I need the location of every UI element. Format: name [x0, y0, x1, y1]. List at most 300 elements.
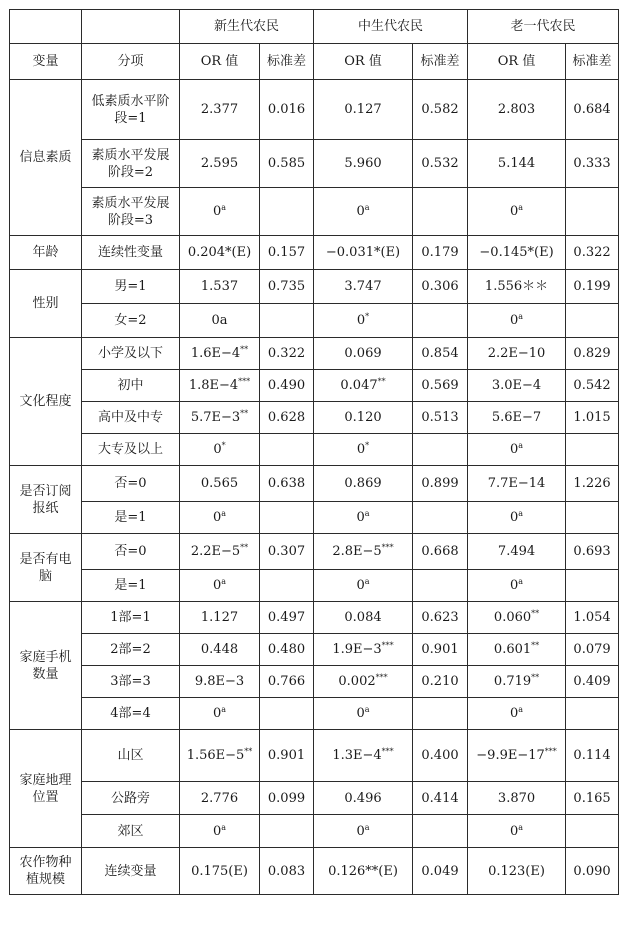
variable-cell: 年龄 — [10, 236, 82, 270]
cell-value: 0.854 — [421, 346, 459, 361]
or-value-cell — [180, 730, 260, 782]
item-cell: 2部=2 — [82, 634, 180, 666]
se-value-cell — [260, 730, 314, 782]
group-header-row — [10, 10, 619, 44]
significance-marker: *(E) — [374, 245, 401, 260]
se-value-cell — [260, 402, 314, 434]
item-cell: 是=1 — [82, 502, 180, 534]
se-value-cell — [413, 730, 468, 782]
or-value-cell — [314, 730, 413, 782]
cell-value: 0.829 — [573, 346, 611, 361]
or-value-cell — [468, 502, 566, 534]
or-value-cell — [180, 370, 260, 402]
se-value-cell — [260, 570, 314, 602]
or-value-cell — [314, 602, 413, 634]
or-value-cell — [180, 466, 260, 502]
cell-value: 1.537 — [200, 279, 239, 294]
significance-marker: a — [518, 509, 524, 518]
significance-marker: * — [221, 441, 226, 450]
se-value-cell — [566, 666, 619, 698]
se-value-cell — [566, 188, 619, 236]
significance-marker: ** — [531, 609, 540, 618]
cell-value: 0.175(E) — [191, 863, 248, 879]
cell-value: 9.8E−3 — [194, 674, 245, 689]
cell-value: 0.601 — [493, 642, 532, 657]
cell-value: 0.179 — [421, 245, 459, 260]
se-value-cell — [413, 80, 468, 140]
se-value-cell — [566, 634, 619, 666]
significance-marker: a — [364, 577, 370, 586]
variable-cell: 家庭手机数量 — [10, 602, 82, 730]
or-value-cell — [468, 236, 566, 270]
cell-value: 0.899 — [421, 476, 459, 491]
cell-value: 0 — [212, 510, 222, 525]
cell-value: 0 — [212, 706, 222, 721]
cell-value: 0.210 — [421, 674, 459, 689]
header-or: OR 值 — [468, 44, 566, 80]
significance-marker: *(E) — [225, 245, 252, 260]
significance-marker: ** — [240, 543, 249, 552]
cell-value: 0.623 — [421, 610, 459, 625]
cell-value: 0.047 — [340, 378, 378, 393]
significance-marker: *(E) — [527, 245, 554, 260]
se-value-cell — [260, 236, 314, 270]
se-value-cell — [260, 338, 314, 370]
table-row — [10, 534, 619, 570]
se-value-cell — [413, 402, 468, 434]
cell-value: 3.870 — [497, 790, 536, 806]
cell-value: 0.016 — [267, 102, 306, 117]
table-row — [10, 815, 619, 848]
item-cell: 初中 — [82, 370, 180, 402]
or-value-cell — [180, 782, 260, 815]
significance-marker: a — [221, 705, 227, 714]
or-value-cell — [314, 502, 413, 534]
significance-marker: a — [221, 203, 227, 212]
or-value-cell — [468, 698, 566, 730]
table-row — [10, 466, 619, 502]
item-cell: 3部=3 — [82, 666, 180, 698]
se-value-cell — [413, 140, 468, 188]
cell-value: 7.7E−14 — [487, 476, 546, 491]
significance-marker: *** — [238, 377, 251, 386]
header-variable: 变量 — [10, 44, 82, 80]
se-value-cell — [566, 698, 619, 730]
cell-value: 0.565 — [200, 476, 239, 491]
cell-value: 0.668 — [421, 544, 459, 559]
se-value-cell — [413, 188, 468, 236]
cell-value: 0 — [356, 823, 365, 839]
se-value-cell — [566, 466, 619, 502]
table-row — [10, 602, 619, 634]
se-value-cell — [566, 338, 619, 370]
table-row — [10, 80, 619, 140]
cell-value: 0.123(E) — [488, 863, 545, 879]
or-value-cell — [180, 338, 260, 370]
table-row — [10, 370, 619, 402]
cell-value: 0.120 — [344, 410, 382, 425]
item-cell: 低素质水平阶段=1 — [82, 80, 180, 140]
se-value-cell — [260, 370, 314, 402]
cell-value: 0 — [356, 442, 366, 457]
cell-value: 0 — [212, 823, 222, 839]
cell-value: 0.638 — [267, 476, 306, 491]
cell-value: 0.400 — [421, 748, 459, 763]
or-value-cell — [314, 534, 413, 570]
significance-marker: a — [518, 441, 524, 450]
se-value-cell — [566, 815, 619, 848]
se-value-cell — [566, 270, 619, 304]
cell-value: 0 — [510, 706, 519, 721]
se-value-cell — [413, 634, 468, 666]
se-value-cell — [260, 782, 314, 815]
significance-marker: ** — [531, 673, 540, 682]
or-value-cell — [180, 434, 260, 466]
item-cell: 公路旁 — [82, 782, 180, 815]
se-value-cell — [260, 698, 314, 730]
se-value-cell — [413, 815, 468, 848]
cell-value: 0.099 — [267, 790, 306, 806]
se-value-cell — [413, 434, 468, 466]
cell-value: 0.204 — [187, 245, 226, 260]
se-value-cell — [413, 666, 468, 698]
header-se: 标准差 — [413, 44, 468, 80]
cell-value: 0.569 — [421, 378, 459, 393]
cell-value: 0.628 — [267, 410, 306, 425]
cell-value: 0.582 — [421, 102, 459, 117]
significance-marker: *** — [544, 747, 557, 756]
cell-value: 0.199 — [573, 279, 611, 294]
item-cell: 大专及以上 — [82, 434, 180, 466]
or-value-cell — [314, 370, 413, 402]
or-value-cell — [180, 570, 260, 602]
significance-marker: a — [221, 822, 227, 832]
cell-value: 0.049 — [421, 863, 459, 879]
or-value-cell — [180, 534, 260, 570]
item-cell: 否=0 — [82, 466, 180, 502]
table-body — [10, 10, 619, 895]
cell-value: 0.766 — [267, 674, 306, 689]
cell-value: 5.6E−7 — [491, 410, 542, 425]
cell-value: 0 — [356, 204, 365, 219]
or-value-cell — [468, 466, 566, 502]
or-value-cell — [314, 338, 413, 370]
significance-marker: a — [518, 705, 524, 714]
cell-value: 0.114 — [573, 748, 611, 763]
cell-value: 0.480 — [267, 642, 306, 657]
or-value-cell — [314, 188, 413, 236]
cell-value: 0.901 — [267, 748, 306, 763]
cell-value: 1.9E−3 — [332, 642, 382, 657]
or-value-cell — [468, 338, 566, 370]
or-value-cell — [468, 666, 566, 698]
se-value-cell — [413, 370, 468, 402]
significance-marker: *** — [381, 543, 394, 552]
se-value-cell — [260, 502, 314, 534]
header-or: OR 值 — [180, 44, 260, 80]
significance-marker: ** — [377, 377, 386, 386]
variable-cell: 信息素质 — [10, 80, 82, 236]
or-value-cell — [314, 815, 413, 848]
se-value-cell — [413, 466, 468, 502]
item-cell: 素质水平发展阶段=3 — [82, 188, 180, 236]
cell-value: 0.735 — [267, 279, 306, 294]
cell-value: 0 — [213, 442, 222, 457]
or-value-cell — [180, 634, 260, 666]
se-value-cell — [413, 782, 468, 815]
cell-value: 3.747 — [344, 279, 382, 294]
table-row — [10, 236, 619, 270]
or-value-cell — [468, 602, 566, 634]
table-row — [10, 570, 619, 602]
or-value-cell — [180, 815, 260, 848]
cell-value: 0.322 — [267, 346, 306, 361]
item-cell: 是=1 — [82, 570, 180, 602]
or-value-cell — [180, 270, 260, 304]
cell-value: 0 — [212, 204, 222, 219]
significance-marker: ** — [244, 747, 253, 756]
table-row — [10, 188, 619, 236]
or-value-cell — [314, 782, 413, 815]
table-row — [10, 434, 619, 466]
or-value-cell — [314, 236, 413, 270]
se-value-cell — [413, 570, 468, 602]
table-row — [10, 698, 619, 730]
or-value-cell — [180, 502, 260, 534]
cell-value: 0.496 — [344, 790, 382, 806]
significance-marker: a — [518, 312, 524, 321]
cell-value: 0.542 — [573, 378, 611, 393]
or-value-cell — [180, 602, 260, 634]
item-cell: 1部=1 — [82, 602, 180, 634]
se-value-cell — [260, 80, 314, 140]
cell-value: 0.719 — [493, 674, 532, 689]
se-value-cell — [260, 815, 314, 848]
variable-cell: 性别 — [10, 270, 82, 338]
se-value-cell — [413, 848, 468, 895]
or-value-cell — [180, 698, 260, 730]
cell-value: 0.306 — [421, 279, 459, 294]
item-cell: 郊区 — [82, 815, 180, 848]
or-value-cell — [314, 80, 413, 140]
significance-marker: * — [365, 441, 370, 450]
table-row — [10, 730, 619, 782]
or-value-cell — [468, 402, 566, 434]
empty-corner-cell — [10, 10, 82, 44]
cell-value: −0.031 — [325, 245, 374, 260]
se-value-cell — [566, 80, 619, 140]
or-value-cell — [468, 270, 566, 304]
group-header-middle: 中生代农民 — [314, 10, 468, 44]
significance-marker: a — [518, 577, 524, 586]
se-value-cell — [260, 534, 314, 570]
item-cell: 女=2 — [82, 304, 180, 338]
cell-value: 0 — [356, 706, 365, 721]
cell-value: 1.127 — [200, 610, 239, 625]
se-value-cell — [413, 270, 468, 304]
item-cell: 小学及以下 — [82, 338, 180, 370]
table-row — [10, 402, 619, 434]
significance-marker: ** — [240, 409, 249, 418]
se-value-cell — [413, 338, 468, 370]
cell-value: 0.157 — [267, 245, 306, 260]
significance-marker: * — [365, 312, 370, 321]
cell-value: −9.9E−17 — [476, 748, 545, 763]
cell-value: 0 — [510, 204, 519, 219]
or-value-cell — [180, 188, 260, 236]
variable-cell: 文化程度 — [10, 338, 82, 466]
significance-marker: **(E) — [365, 863, 398, 879]
group-header-new: 新生代农民 — [180, 10, 314, 44]
or-value-cell — [314, 434, 413, 466]
se-value-cell — [413, 502, 468, 534]
cell-value: 0.409 — [573, 674, 611, 689]
cell-value: 0.079 — [573, 642, 611, 657]
cell-value: 2.776 — [200, 790, 239, 806]
or-value-cell — [468, 188, 566, 236]
cell-value: 1.56E−5 — [186, 748, 245, 763]
cell-value: 0.083 — [267, 863, 306, 879]
or-value-cell — [314, 402, 413, 434]
cell-value: 0.869 — [344, 476, 382, 491]
significance-marker: *** — [375, 673, 388, 682]
or-value-cell — [468, 534, 566, 570]
se-value-cell — [566, 140, 619, 188]
or-value-cell — [314, 698, 413, 730]
variable-cell: 家庭地理位置 — [10, 730, 82, 848]
se-value-cell — [260, 304, 314, 338]
cell-value: 1.8E−4 — [188, 378, 239, 393]
cell-value: 0.532 — [421, 156, 459, 171]
cell-value: 1.054 — [573, 610, 611, 625]
cell-value: 0.090 — [573, 863, 611, 879]
se-value-cell — [566, 304, 619, 338]
cell-value: 2.595 — [200, 156, 239, 171]
or-value-cell — [180, 80, 260, 140]
se-value-cell — [260, 270, 314, 304]
empty-corner-cell — [82, 10, 180, 44]
se-value-cell — [260, 466, 314, 502]
cell-value: 0 — [510, 823, 519, 839]
cell-value: 0.069 — [344, 346, 382, 361]
se-value-cell — [566, 782, 619, 815]
cell-value: 0.126 — [328, 863, 366, 879]
item-cell: 男=1 — [82, 270, 180, 304]
cell-value: 0 — [510, 510, 519, 525]
se-value-cell — [566, 370, 619, 402]
or-value-cell — [468, 815, 566, 848]
item-cell: 4部=4 — [82, 698, 180, 730]
cell-value: 7.494 — [497, 544, 536, 559]
se-value-cell — [566, 402, 619, 434]
or-value-cell — [468, 304, 566, 338]
significance-marker: a — [221, 509, 227, 518]
item-cell: 山区 — [82, 730, 180, 782]
cell-value: 0 — [356, 313, 366, 328]
se-value-cell — [260, 848, 314, 895]
significance-marker: a — [221, 577, 227, 586]
cell-value: 2.8E−5 — [332, 544, 382, 559]
table-row — [10, 140, 619, 188]
cell-value: 0.490 — [267, 378, 306, 393]
cell-value: 0.127 — [344, 102, 382, 117]
or-value-cell — [468, 434, 566, 466]
se-value-cell — [566, 502, 619, 534]
significance-marker: *** — [381, 747, 394, 756]
cell-value: 0.497 — [267, 610, 306, 625]
cell-value: 0 — [510, 442, 519, 457]
se-value-cell — [260, 188, 314, 236]
item-cell: 连续变量 — [82, 848, 180, 895]
cell-value: 0.684 — [573, 102, 611, 117]
column-header-row — [10, 44, 619, 80]
cell-value: 0 — [510, 313, 519, 328]
table-row — [10, 270, 619, 304]
se-value-cell — [566, 570, 619, 602]
or-value-cell — [468, 140, 566, 188]
cell-value: 0 — [212, 578, 222, 593]
or-value-cell — [180, 848, 260, 895]
cell-value: 0 — [510, 578, 519, 593]
cell-value: 5.7E−3 — [190, 410, 241, 425]
cell-value: 2.803 — [497, 102, 536, 117]
or-value-cell — [180, 402, 260, 434]
variable-cell: 是否订阅报纸 — [10, 466, 82, 534]
cell-value: 0a — [211, 313, 228, 328]
cell-value: 0.448 — [200, 642, 239, 657]
or-value-cell — [468, 570, 566, 602]
item-cell: 否=0 — [82, 534, 180, 570]
or-value-cell — [314, 848, 413, 895]
se-value-cell — [260, 434, 314, 466]
cell-value: 0.084 — [344, 610, 382, 625]
se-value-cell — [566, 602, 619, 634]
or-value-cell — [468, 730, 566, 782]
se-value-cell — [260, 666, 314, 698]
header-item: 分项 — [82, 44, 180, 80]
cell-value: 0.414 — [421, 790, 459, 806]
cell-value: 0.901 — [421, 642, 459, 657]
cell-value: 0.513 — [421, 410, 459, 425]
table-row — [10, 782, 619, 815]
or-value-cell — [314, 466, 413, 502]
cell-value: 0.060 — [493, 610, 532, 625]
item-cell: 高中及中专 — [82, 402, 180, 434]
significance-marker: ** — [240, 345, 249, 354]
or-value-cell — [314, 634, 413, 666]
se-value-cell — [413, 236, 468, 270]
cell-value: 1.556＊＊ — [484, 279, 549, 294]
significance-marker: a — [364, 822, 370, 832]
item-cell: 素质水平发展阶段=2 — [82, 140, 180, 188]
se-value-cell — [566, 434, 619, 466]
significance-marker: a — [364, 705, 370, 714]
cell-value: 1.226 — [573, 476, 611, 491]
se-value-cell — [566, 236, 619, 270]
or-value-cell — [180, 140, 260, 188]
cell-value: 0.693 — [573, 544, 611, 559]
se-value-cell — [566, 730, 619, 782]
cell-value: 0 — [356, 510, 365, 525]
cell-value: 2.2E−5 — [190, 544, 241, 559]
cell-value: 0 — [356, 578, 365, 593]
cell-value: 0.322 — [573, 245, 611, 260]
se-value-cell — [413, 534, 468, 570]
significance-marker: a — [518, 203, 524, 212]
or-value-cell — [180, 666, 260, 698]
se-value-cell — [566, 534, 619, 570]
or-value-cell — [468, 634, 566, 666]
